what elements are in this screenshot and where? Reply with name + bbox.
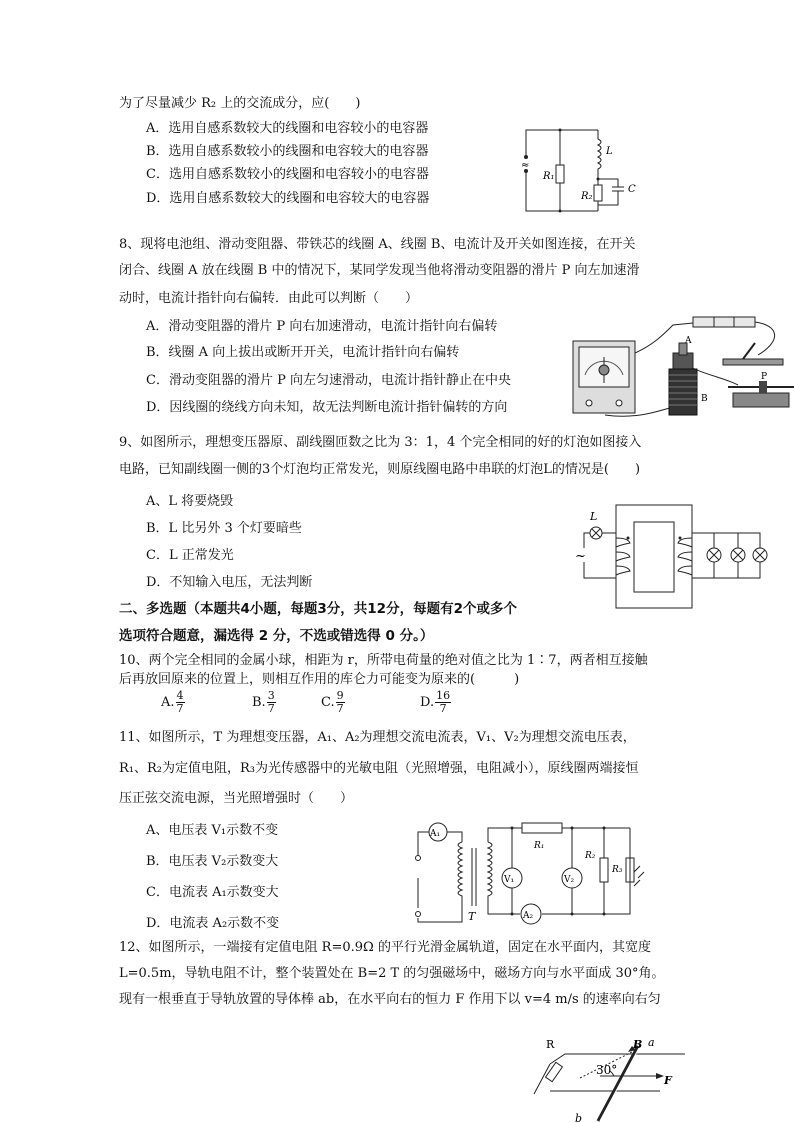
fraction-numerator: 16 bbox=[436, 689, 451, 702]
q9-stem-line-1: 9、如图所示，理想变压器原、副线圈匝数之比为 3：1，4 个完全相同的好的灯泡如图接入 bbox=[119, 435, 642, 450]
q8-stem-line-2: 闭合、线圈 A 放在线圈 B 中的情况下，某同学发现当他将滑动变阻器的滑片 P 向左加速滑 bbox=[119, 263, 640, 278]
q8-stem-line-3: 动时，电流计指针向右偏转．由此可以判断（ ） bbox=[119, 291, 419, 306]
q12-end-a-label: a bbox=[648, 1036, 655, 1049]
q12-stem-line-1: 12、如图所示，一端接有定值电阻 R=0.9Ω 的平行光滑金属轨道，固定在水平面内，其宽度 bbox=[119, 940, 651, 955]
q10-option-d-fraction bbox=[435, 690, 451, 715]
q8-option-a: A．滑动变阻器的滑片 P 向右加速滑动，电流计指针向右偏转 bbox=[146, 319, 498, 334]
q8-option-c: C．滑动变阻器的滑片 P 向左匀速滑动，电流计指针静止在中央 bbox=[146, 373, 511, 388]
q10-stem-line-2: 后再放回原来的位置上，则相互作用的库仑力可能变为原来的( ) bbox=[119, 672, 520, 687]
q12-resistor-label: R bbox=[546, 1038, 555, 1051]
q7-circuit-figure bbox=[518, 125, 643, 217]
q7-option-a: A．选用自感系数较大的线圈和电容较小的电容器 bbox=[146, 121, 429, 136]
q12-field-b-label: B bbox=[633, 1038, 643, 1051]
q9-transformer-figure bbox=[572, 500, 772, 612]
q12-angle-label: 30° bbox=[596, 1063, 618, 1077]
q9-stem-line-2: 电路，已知副线圈一侧的3个灯泡均正常发光，则原线圈电路中串联的灯泡L的情况是( ) bbox=[119, 462, 641, 477]
q11-option-b: B．电压表 V₂示数变大 bbox=[146, 854, 279, 869]
q10-option-b-label: B. bbox=[252, 695, 266, 710]
q10-option-a-fraction bbox=[176, 690, 185, 715]
q11-option-a: A、电压表 V₁示数不变 bbox=[146, 823, 279, 838]
q10-option-d-label: D. bbox=[420, 695, 435, 710]
q10-option-c bbox=[321, 690, 345, 722]
fraction-numerator: 4 bbox=[176, 689, 184, 702]
q9-option-d: D．不知输入电压，无法判断 bbox=[146, 575, 313, 590]
q11-r1-label: R₁ bbox=[534, 841, 545, 851]
q8-coil-b-label: B bbox=[701, 394, 708, 404]
fraction-denominator: 7 bbox=[439, 702, 447, 715]
fraction-denominator: 7 bbox=[176, 702, 184, 715]
q8-stem-line-1: 8、现将电池组、滑动变阻器、带铁芯的线圈 A、线圈 B、电流计及开关如图连接，在开关 bbox=[119, 237, 636, 252]
q10-option-c-label: C. bbox=[321, 695, 335, 710]
q7-r2-label: R₂ bbox=[581, 191, 593, 202]
q7-option-c: C．选用自感系数较小的线圈和电容较小的电容器 bbox=[146, 167, 429, 182]
q9-ac-source-label: ~ bbox=[575, 549, 586, 564]
q12-stem-line-3: 现有一根垂直于导轨放置的导体棒 ab，在水平向右的恒力 F 作用下以 v=4 m/s 的速率向右匀 bbox=[119, 992, 661, 1007]
q11-stem-line-1: 11、如图所示，T 为理想变压器，A₁、A₂为理想交流电流表，V₁、V₂为理想交流电压表， bbox=[119, 730, 636, 745]
q8-slider-p-label: P bbox=[761, 372, 768, 382]
q11-circuit-figure bbox=[408, 818, 643, 926]
section-2-heading-line-1: 二、多选题（本题共4小题，每题3分，共12分，每题有2个或多个 bbox=[119, 601, 517, 617]
q7-stem: 为了尽量减少 R₂ 上的交流成分，应( ) bbox=[119, 96, 361, 111]
q11-a2-label: A₂ bbox=[523, 911, 534, 921]
q11-r2-label: R₂ bbox=[585, 851, 596, 861]
q9-lamp-l-label: L bbox=[590, 510, 598, 523]
q11-v2-label: V₂ bbox=[564, 875, 575, 885]
q10-stem-line-1: 10、两个完全相同的金属小球，相距为 r，所带电荷量的绝对值之比为 1∶7，两者相互接触 bbox=[119, 653, 648, 668]
q10-option-c-fraction bbox=[336, 690, 345, 715]
q8-coil-a-label: A bbox=[685, 336, 692, 346]
q10-option-b-fraction bbox=[267, 690, 276, 715]
q11-option-c: C．电流表 A₁示数变大 bbox=[146, 885, 279, 900]
q8-apparatus-figure bbox=[573, 315, 794, 420]
fraction-numerator: 3 bbox=[267, 689, 275, 702]
q9-option-c: C．L 正常发光 bbox=[146, 548, 234, 563]
fraction-denominator: 7 bbox=[267, 702, 275, 715]
q10-option-a-label: A. bbox=[161, 695, 175, 710]
q11-option-d: D．电流表 A₂示数不变 bbox=[146, 916, 280, 931]
q8-option-d: D．因线圈的绕线方向未知，故无法判断电流计指针偏转的方向 bbox=[146, 400, 508, 415]
q11-transformer-label: T bbox=[468, 910, 476, 923]
q10-option-b bbox=[252, 690, 276, 722]
fraction-denominator: 7 bbox=[336, 702, 344, 715]
q12-rail-figure bbox=[540, 1036, 690, 1123]
q11-v1-label: V₁ bbox=[504, 875, 515, 885]
fraction-numerator: 9 bbox=[336, 689, 344, 702]
q7-inductor-label: L bbox=[606, 146, 613, 157]
q7-option-b: B．选用自感系数较小的线圈和电容较大的电容器 bbox=[146, 144, 429, 159]
section-2-heading-line-2: 选项符合题意，漏选得 2 分，不选或错选得 0 分。） bbox=[119, 628, 434, 644]
q12-force-f-label: F bbox=[664, 1074, 672, 1087]
q10-option-d bbox=[420, 690, 451, 722]
q11-r3-label: R₃ bbox=[612, 865, 623, 875]
q12-stem-line-2: L=0.5m，导轨电阻不计，整个装置处在 B=2 T 的匀强磁场中，磁场方向与水平面成 30°角。 bbox=[119, 966, 665, 981]
q9-option-a: A、L 将要烧毁 bbox=[146, 494, 234, 509]
q7-ac-source-label: ≈ bbox=[521, 160, 530, 171]
q11-stem-line-3: 压正弦交流电源，当光照增强时（ ） bbox=[119, 791, 354, 806]
q9-option-b: B．L 比另外 3 个灯要暗些 bbox=[146, 521, 302, 536]
q7-capacitor-label: C bbox=[628, 184, 636, 195]
q11-a1-label: A₁ bbox=[430, 829, 441, 839]
q10-option-a bbox=[161, 690, 185, 722]
q7-option-d: D．选用自感系数较大的线圈和电容较大的电容器 bbox=[146, 191, 430, 206]
q12-end-b-label: b bbox=[575, 1112, 583, 1123]
q8-option-b: B．线圈 A 向上拔出或断开开关，电流计指针向右偏转 bbox=[146, 345, 460, 360]
q11-stem-line-2: R₁、R₂为定值电阻，R₃为光传感器中的光敏电阻（光照增强，电阻减小），原线圈两端接恒 bbox=[119, 761, 639, 776]
q7-r1-label: R₁ bbox=[543, 171, 555, 182]
